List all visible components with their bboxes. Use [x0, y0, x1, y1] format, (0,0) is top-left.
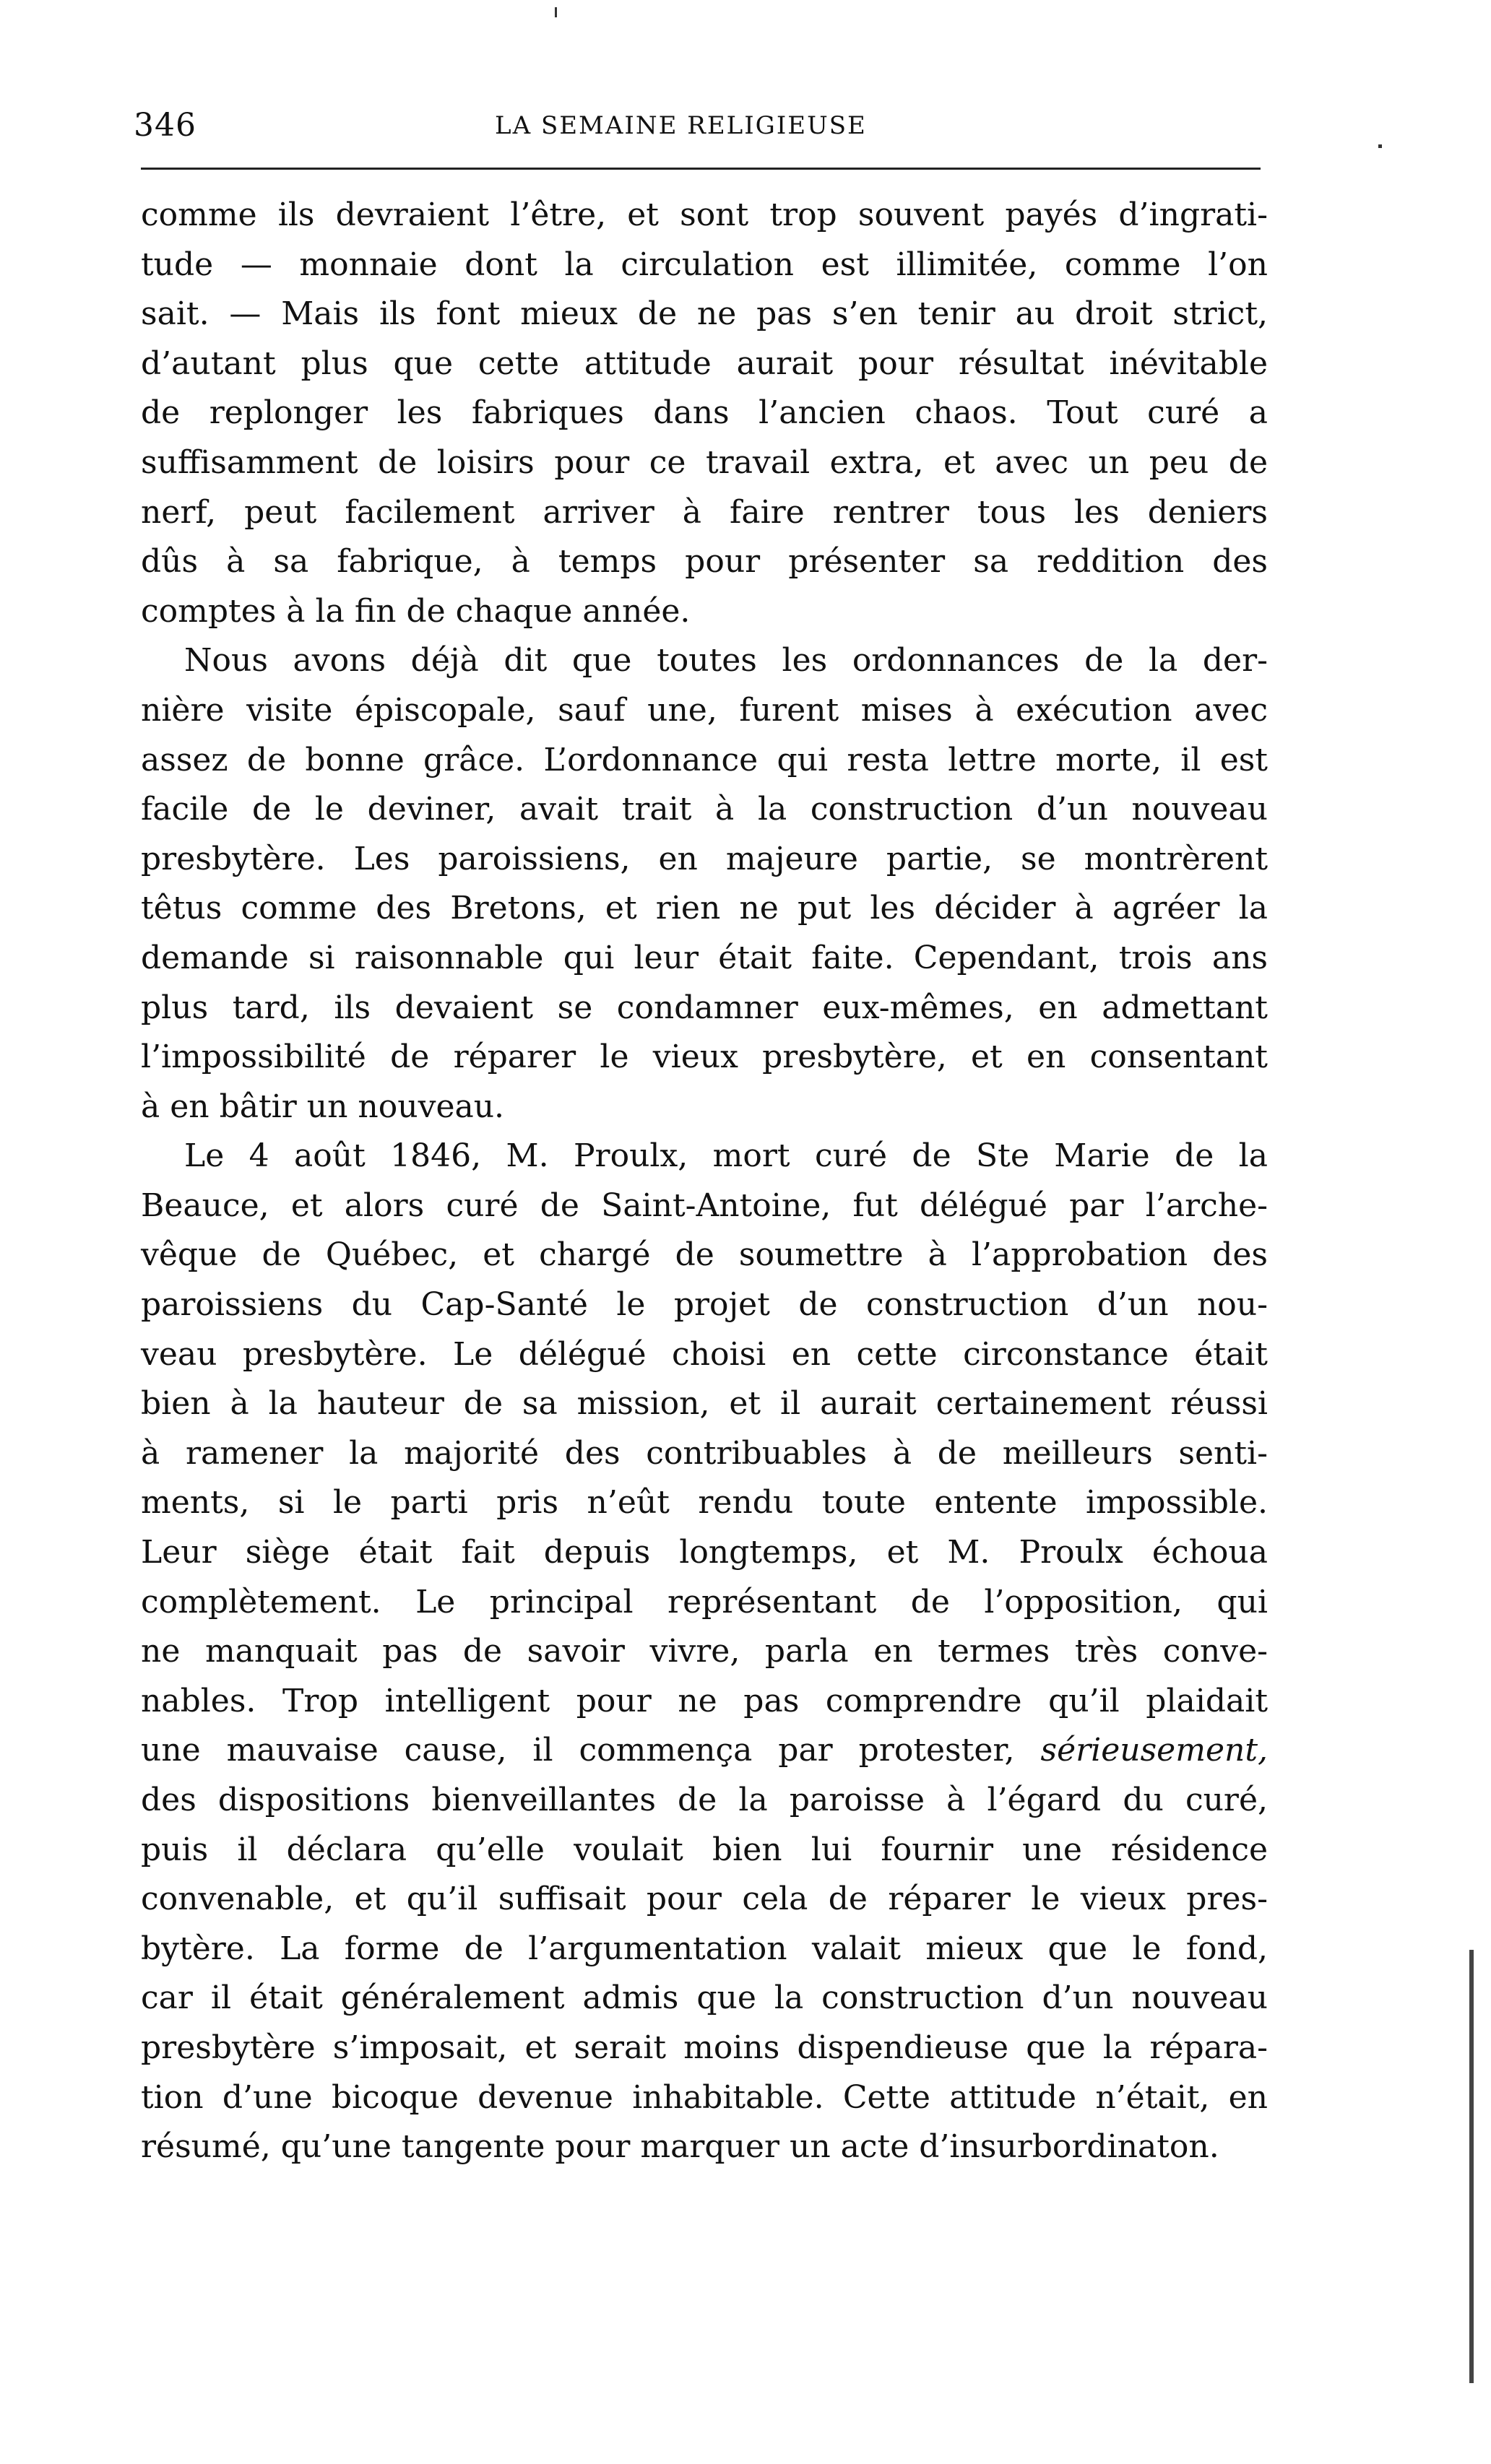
page-number: 346	[134, 107, 196, 144]
text-line: sait. — Mais ils font mieux de ne pas s’en tenir au droit strict,	[141, 295, 1268, 333]
text-line: à en bâtir un nouveau.	[141, 1088, 505, 1125]
running-title: LA SEMAINE RELIGIEUSE	[495, 111, 867, 140]
text-line: convenable, et qu’il suffisait pour cela de réparer le vieux pres-	[141, 1880, 1268, 1918]
text-line: complètement. Le principal représentant de l’opposition, qui	[141, 1583, 1268, 1621]
text-line: de replonger les fabriques dans l’ancien chaos. Tout curé a	[141, 394, 1268, 432]
text-line: d’autant plus que cette attitude aurait pour résultat inévitable	[141, 344, 1268, 382]
text-line: ments, si le parti pris n’eût rendu toute entente impossible.	[141, 1484, 1268, 1522]
text-line: bytère. La forme de l’argumentation valait mieux que le fond,	[141, 1930, 1268, 1967]
text-line: l’impossibilité de réparer le vieux presbytère, et en consentant	[141, 1038, 1268, 1076]
text-line: Nous avons déjà dit que toutes les ordonnances de la der-	[184, 642, 1268, 680]
text-line: suffisamment de loisirs pour ce travail extra, et avec un peu de	[141, 443, 1268, 481]
text-line: demande si raisonnable qui leur était faite. Cependant, trois ans	[141, 939, 1268, 976]
text-line: nière visite épiscopale, sauf une, furent mises à exécution avec	[141, 691, 1268, 729]
page-header	[134, 107, 1261, 150]
header-rule	[141, 168, 1261, 170]
scan-speck	[1378, 144, 1382, 148]
text-segment: une mauvaise cause, il commença par protester,	[141, 1732, 1015, 1769]
text-line: dûs à sa fabrique, à temps pour présenter sa reddition des	[141, 543, 1268, 581]
italic-emphasis: sérieusement,	[1040, 1732, 1268, 1769]
text-line: des dispositions bienveillantes de la paroisse à l’égard du curé,	[141, 1782, 1268, 1818]
text-line: nerf, peut facilement arriver à faire rentrer tous les deniers	[141, 493, 1268, 531]
text-line: têtus comme des Bretons, et rien ne put les décider à agréer la	[141, 890, 1268, 927]
text-line-mixed	[141, 1677, 1268, 1727]
text-line: assez de bonne grâce. L’ordonnance qui resta lettre morte, il est	[141, 741, 1268, 778]
text-line: plus tard, ils devaient se condamner eux-mêmes, en admettant	[141, 989, 1268, 1026]
text-line: vêque de Québec, et chargé de soumettre à l’approbation des	[141, 1236, 1268, 1274]
text-line: à ramener la majorité des contribuables à de meilleurs senti-	[141, 1434, 1268, 1472]
text-line: comme ils devraient l’être, et sont trop souvent payés d’ingrati-	[141, 196, 1268, 233]
text-line: résumé, qu’une tangente pour marquer un acte d’insurbordinaton.	[141, 2128, 1219, 2166]
text-line: Leur siège était fait depuis longtemps, et M. Proulx échoua	[141, 1534, 1268, 1571]
text-line: veau presbytère. Le délégué choisi en cette circonstance était	[141, 1335, 1268, 1373]
text-line: comptes à la fin de chaque année.	[141, 592, 691, 630]
body-text	[141, 191, 1268, 2172]
text-line: puis il déclara qu’elle voulait bien lui fournir une résidence	[141, 1831, 1268, 1868]
text-line: bien à la hauteur de sa mission, et il aurait certainement réussi	[141, 1385, 1268, 1423]
text-line: presbytère. Les paroissiens, en majeure partie, se montrèrent	[141, 840, 1268, 877]
text-line: tude — monnaie dont la circulation est illimitée, comme l’on	[141, 246, 1268, 283]
text-line: car il était généralement admis que la construction d’un nouveau	[141, 1979, 1268, 2017]
text-line: paroissiens du Cap-Santé le projet de construction d’un nou-	[141, 1286, 1268, 1324]
text-segment: nables. Trop intelligent pour ne pas comprendre qu’il plaidait	[141, 1682, 1268, 1719]
text-line: Beauce, et alors curé de Saint-Antoine, fut délégué par l’arche-	[141, 1187, 1268, 1224]
scan-speck	[1469, 1950, 1474, 2383]
text-line: presbytère s’imposait, et serait moins dispendieuse que la répara-	[141, 2029, 1268, 2066]
text-line-mixed	[141, 1726, 1268, 1776]
scan-speck	[555, 7, 557, 17]
text-line: tion d’une bicoque devenue inhabitable. Cette attitude n’était, en	[141, 2078, 1268, 2116]
text-line: facile de le deviner, avait trait à la construction d’un nouveau	[141, 791, 1268, 828]
text-line: Le 4 août 1846, M. Proulx, mort curé de Ste Marie de la	[184, 1137, 1268, 1175]
text-line: ne manquait pas de savoir vivre, parla en termes très conve-	[141, 1633, 1268, 1670]
